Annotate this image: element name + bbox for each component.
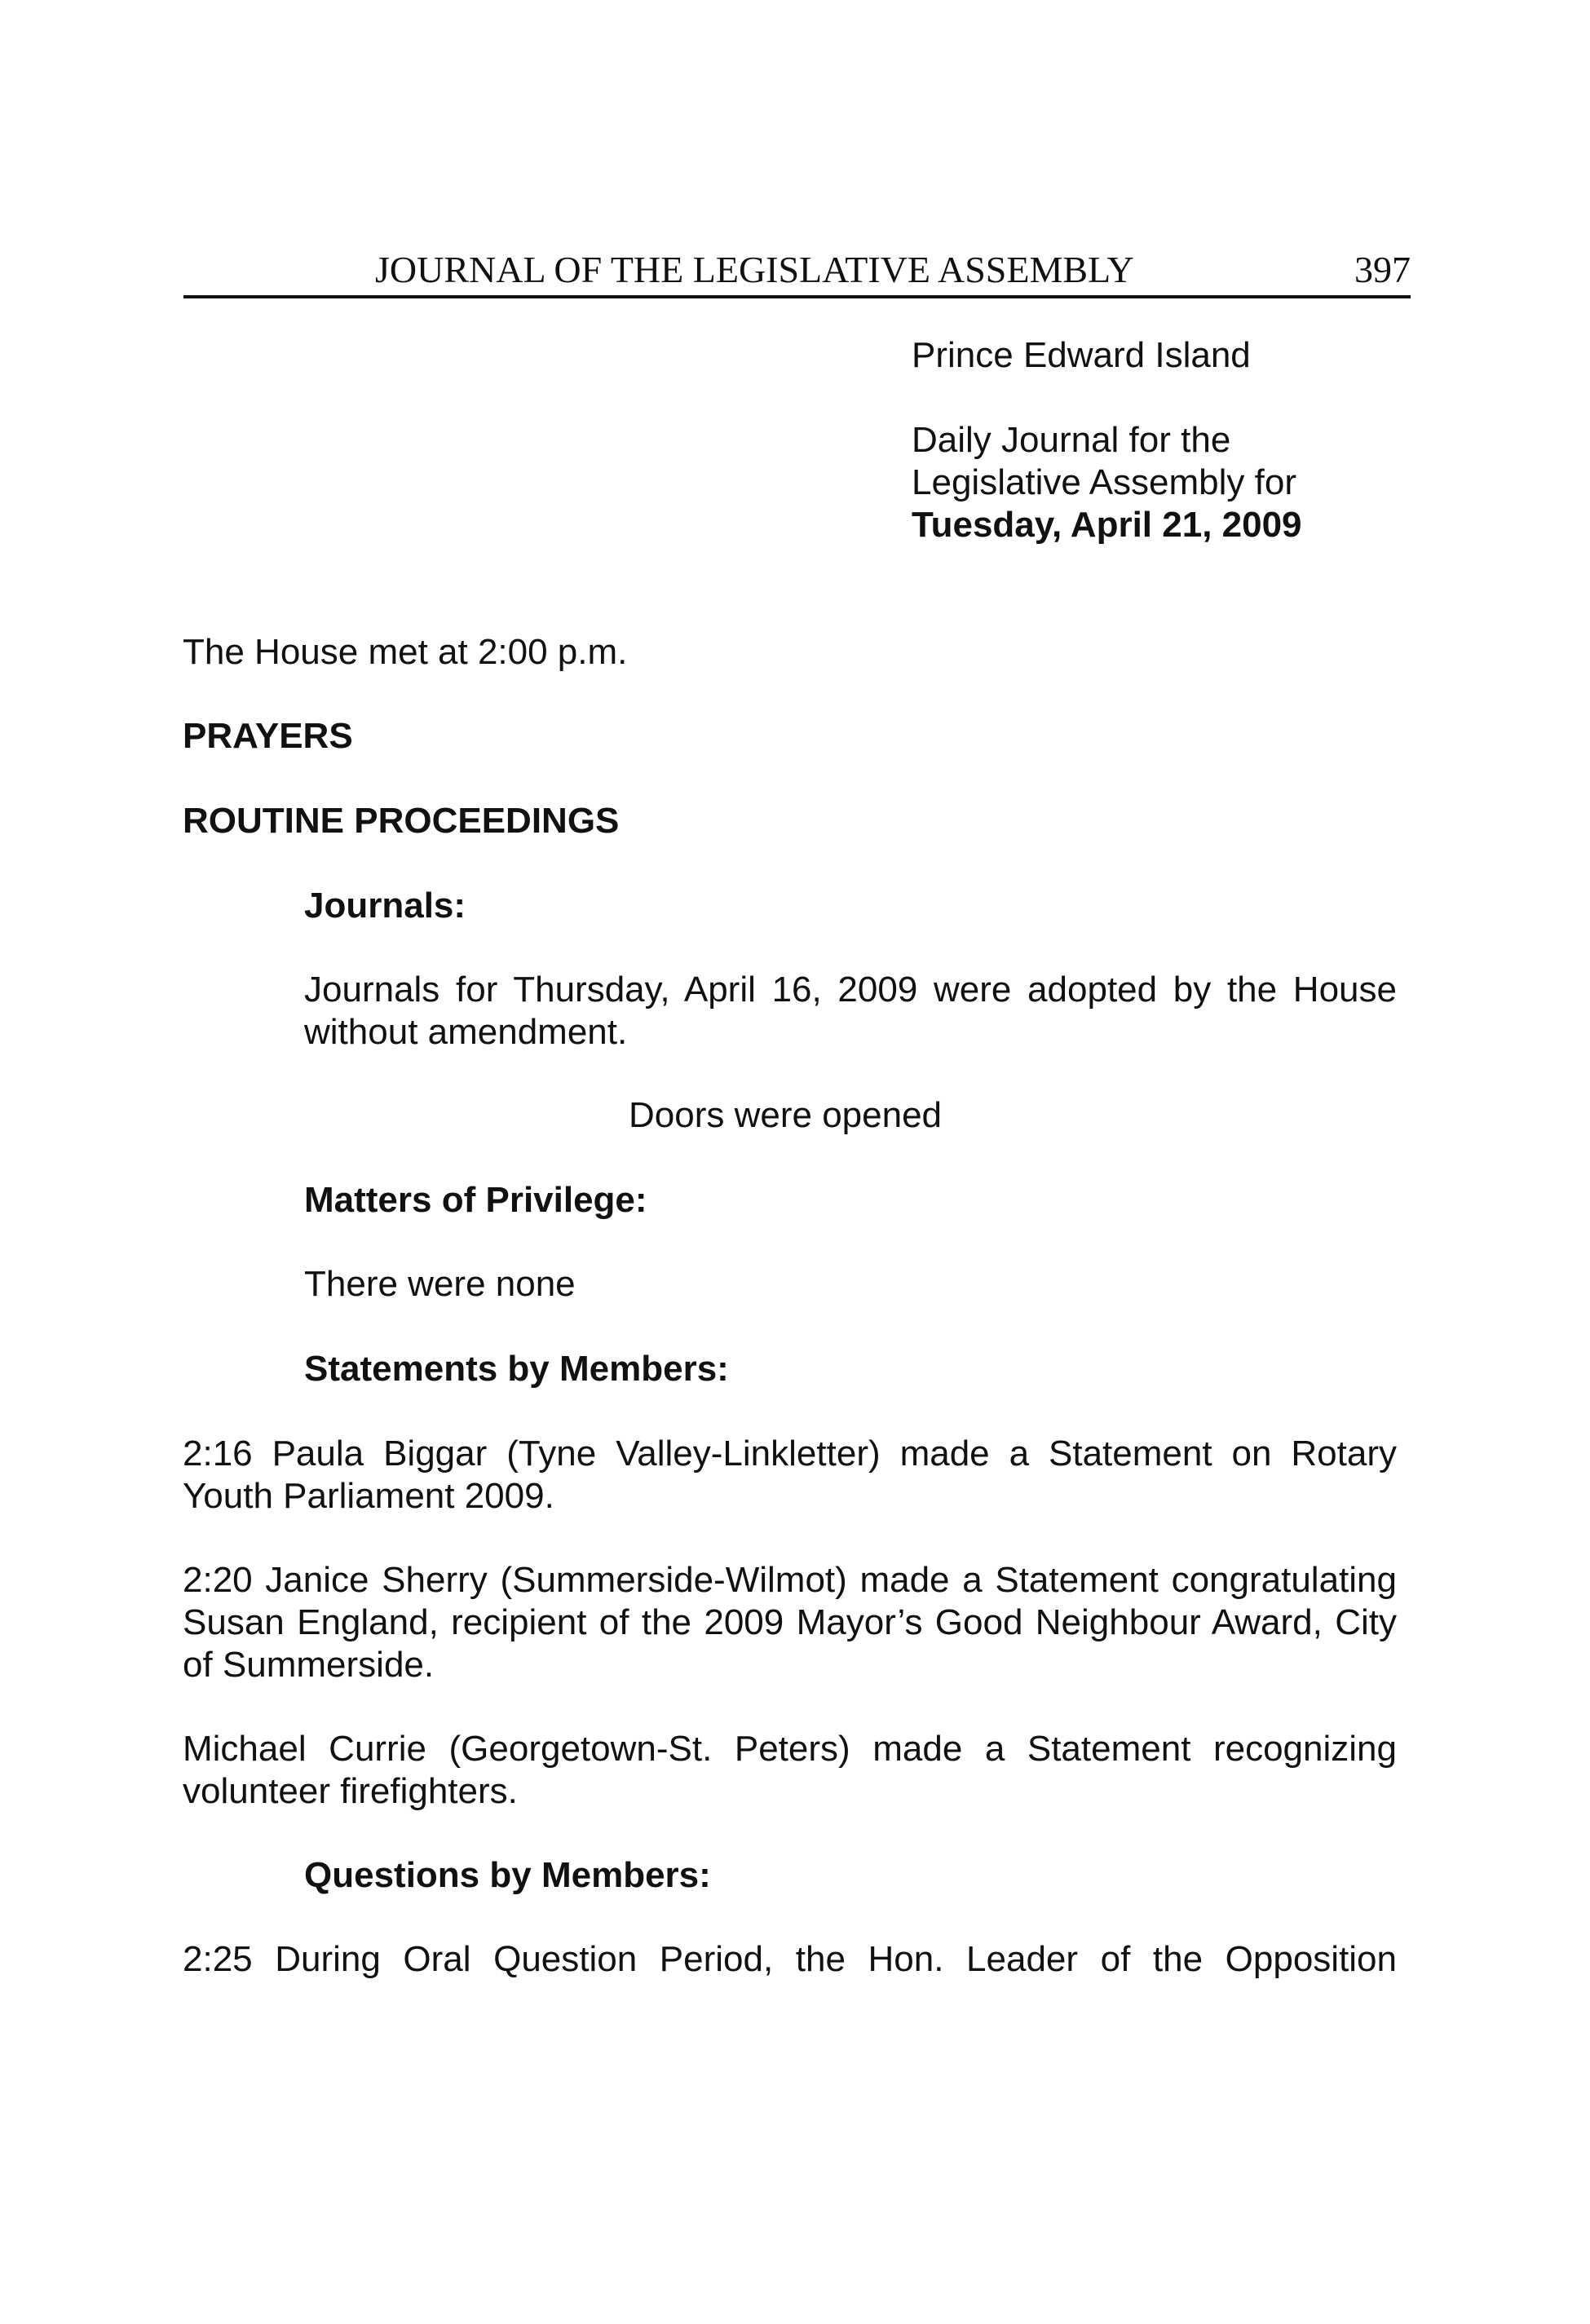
journals-line-1: Journals for Thursday, April 16, 2009 were adopted by the House xyxy=(304,970,1397,1010)
statement-3-line-2: volunteer firefighters. xyxy=(183,1771,518,1811)
journal-line-2: Legislative Assembly for xyxy=(912,462,1296,502)
statement-1-line-2: Youth Parliament 2009. xyxy=(183,1476,554,1516)
statement-2 xyxy=(183,1559,1397,1686)
statement-1-line-1: 2:16 Paula Biggar (Tyne Valley-Linkletter) made a Statement on Rotary xyxy=(183,1434,1397,1473)
privilege-text: There were none xyxy=(304,1264,576,1304)
journals-heading: Journals: xyxy=(304,886,466,926)
statement-2-line-2: Susan England, recipient of the 2009 Mayor’s Good Neighbour Award, City xyxy=(183,1602,1397,1642)
journal-line-1: Daily Journal for the xyxy=(912,420,1231,460)
opening-line: The House met at 2:00 p.m. xyxy=(183,632,628,672)
journals-line-2: without amendment. xyxy=(304,1012,628,1052)
doors-opened: Doors were opened xyxy=(629,1095,943,1135)
province-name: Prince Edward Island xyxy=(912,335,1251,375)
statement-2-line-1: 2:20 Janice Sherry (Summerside-Wilmot) made a Statement congratulating xyxy=(183,1560,1397,1600)
journals-paragraph xyxy=(304,969,1397,1054)
questions-line-1: 2:25 During Oral Question Period, the Hon. Leader of the Opposition xyxy=(183,1939,1397,1979)
questions-heading: Questions by Members: xyxy=(304,1855,711,1895)
statement-3-line-1: Michael Currie (Georgetown-St. Peters) made a Statement recognizing xyxy=(183,1729,1397,1769)
header-title: JOURNAL OF THE LEGISLATIVE ASSEMBLY xyxy=(375,249,1134,290)
page-header xyxy=(183,241,1411,298)
privilege-heading: Matters of Privilege: xyxy=(304,1180,647,1220)
statements-heading: Statements by Members: xyxy=(304,1349,729,1389)
routine-heading: ROUTINE PROCEEDINGS xyxy=(183,801,620,841)
statement-3 xyxy=(183,1728,1397,1813)
prayers-heading: PRAYERS xyxy=(183,716,353,756)
statement-1 xyxy=(183,1433,1397,1518)
journal-date: Tuesday, April 21, 2009 xyxy=(912,505,1302,545)
statement-2-line-3: of Summerside. xyxy=(183,1645,435,1685)
page-number: 397 xyxy=(1354,249,1411,290)
questions-paragraph xyxy=(183,1938,1397,1981)
